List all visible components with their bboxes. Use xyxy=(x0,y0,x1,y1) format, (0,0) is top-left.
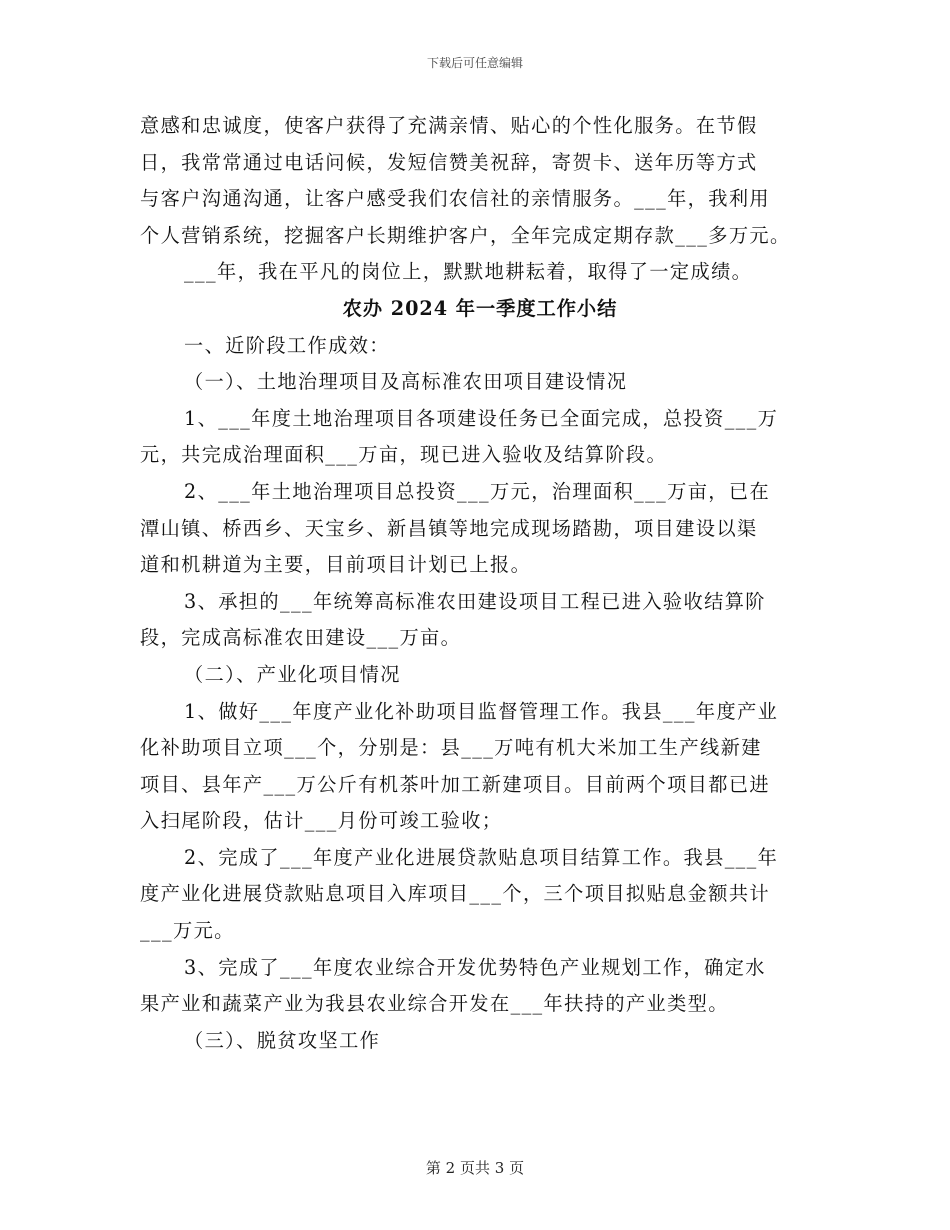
text-line: ___年，我在平凡的岗位上，默默地耕耘着，取得了一定成绩。 xyxy=(184,260,753,284)
text-line: 2、完成了___年度产业化进展贷款贴息项目结算工作。我县___年 xyxy=(184,845,779,869)
heading-level-1: 一、近阶段工作成效： xyxy=(184,333,390,357)
text-line: 意感和忠诚度，使客户获得了充满亲情、贴心的个性化服务。在节假 xyxy=(140,114,758,137)
page-header: 下载后可任意编辑 xyxy=(426,56,523,70)
heading-level-2: （二）、产业化项目情况 xyxy=(184,662,401,686)
text-line: 1、___年度土地治理项目各项建设任务已全面完成，总投资___万 xyxy=(184,406,779,430)
text-line: 个人营销系统，挖掘客户长期维护客户，全年完成定期存款___多万元。 xyxy=(140,223,791,247)
text-line: ___万元。 xyxy=(140,919,235,943)
text-line: 3、完成了___年度农业综合开发优势特色产业规划工作，确定水 xyxy=(184,955,766,979)
document-body xyxy=(140,108,820,1059)
text-line: 入扫尾阶段，估计___月份可竣工验收； xyxy=(140,809,503,833)
text-line: 2、___年土地治理项目总投资___万元，治理面积___万亩，已在 xyxy=(184,479,771,503)
text-line: 度产业化进展贷款贴息项目入库项目___个，三个项目拟贴息金额共计 xyxy=(140,882,771,906)
text-line: 化补助项目立项___个，分别是：县___万吨有机大米加工生产线新建 xyxy=(140,736,762,760)
text-line: 果产业和蔬菜产业为我县农业综合开发在___年扶持的产业类型。 xyxy=(140,992,729,1016)
text-line: 1、做好___年度产业化补助项目监督管理工作。我县___年度产业 xyxy=(184,699,779,723)
text-line: 段，完成高标准农田建设___万亩。 xyxy=(140,626,462,650)
text-line: 3、承担的___年统筹高标准农田建设项目工程已进入验收结算阶 xyxy=(184,589,766,613)
text-line: 元，共完成治理面积___万亩，现已进入验收及结算阶段。 xyxy=(140,443,668,467)
text-line: 日，我常常通过电话问候，发短信赞美祝辞，寄贺卡、送年历等方式 xyxy=(140,150,758,174)
heading-level-2: （一）、土地治理项目及高标准农田项目建设情况 xyxy=(184,370,628,394)
text-line: 项目、县年产___万公斤有机茶叶加工新建项目。目前两个项目都已进 xyxy=(140,772,771,796)
heading-level-2: （三）、脱贫攻坚工作 xyxy=(184,1028,381,1052)
page-footer: 第 2 页共 3 页 xyxy=(425,1159,525,1177)
section-title: 农办 2024 年一季度工作小结 xyxy=(342,296,618,320)
text-line: 道和机耕道为主要，目前项目计划已上报。 xyxy=(140,553,532,577)
text-line: 与客户沟通沟通，让客户感受我们农信社的亲情服务。___年，我利用 xyxy=(140,187,771,211)
text-line: 潭山镇、桥西乡、天宝乡、新昌镇等地完成现场踏勘，项目建设以渠 xyxy=(140,516,758,540)
